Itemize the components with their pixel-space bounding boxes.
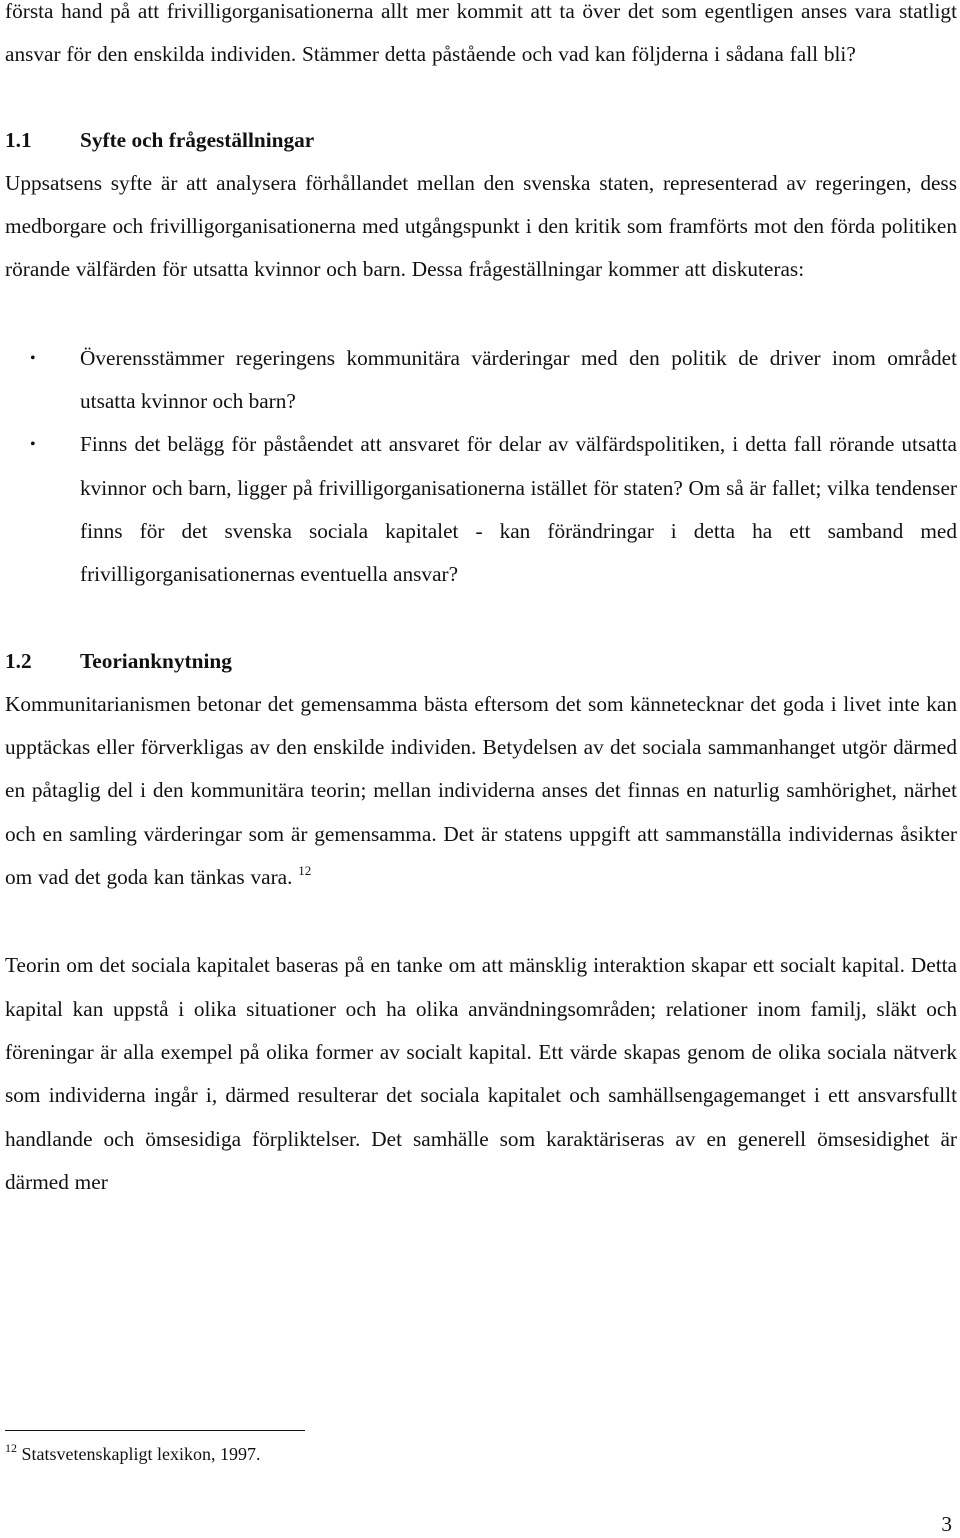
list-item [5, 337, 957, 424]
section-heading-1-2 [5, 640, 957, 683]
purpose-paragraph: Uppsatsens syfte är att analysera förhållandet mellan den svenska staten, representerad av regeringen, dess medborgare och frivilligorganisationerna med utgångspunkt i den kritik som framförts mot den förda politiken rörande välfärden för utsatta kvinnor och barn. Dessa frågeställningar kommer att diskuteras: [5, 170, 957, 282]
intro-paragraph: första hand på att frivilligorganisationerna allt mer kommit att ta över det som egentligen anses vara statligt ansvar för den enskilda individen. Stämmer detta påstående och vad kan följderna i sådana fall bli? [5, 0, 957, 67]
footnote-number: 12 [5, 1441, 17, 1455]
theory-paragraph-1 [5, 683, 957, 899]
bullet-icon: • [30, 436, 36, 454]
section-number: 1.2 [5, 648, 32, 673]
section-heading-1-1 [5, 119, 957, 162]
question-text: Överensstämmer regeringens kommunitära värderingar med den politik de driver inom området utsatta kvinnor och barn? [80, 345, 957, 414]
footnote-text: Statsvetenskapligt lexikon, 1997. [21, 1444, 261, 1464]
footnote-divider [5, 1430, 305, 1431]
footnote-reference: 12 [298, 863, 312, 879]
question-list [5, 337, 957, 597]
list-item [5, 423, 957, 596]
theory-paragraph-2: Teorin om det sociala kapitalet baseras på en tanke om att mänsklig interaktion skapar ett socialt kapital. Detta kapital kan uppstå i olika situationer och ha olika användningsområden; relationer inom familj, släkt och föreningar är alla exempel på olika former av socialt kapital. Ett värde skapas genom de olika sociala nätverk som individerna ingår i, därmed resulterar det sociala kapitalet och samhällsengagemanget i ett ansvarsfullt handlande och ömsesidiga förpliktelser. Det samhälle som karaktäriseras av en generell ömsesidighet är därmed mer [5, 953, 957, 1194]
section-title: Teorianknytning [80, 648, 232, 673]
section-number: 1.1 [5, 127, 32, 152]
page-number: 3 [941, 1512, 952, 1536]
section-title: Syfte och frågeställningar [80, 127, 315, 152]
theory-paragraph-1-text: Kommunitarianismen betonar det gemensamma bästa eftersom det som kännetecknar det goda i livet inte kan upptäckas eller förverkligas av den enskilde individen. Betydelsen av det sociala sammanhanget utgör därmed en påtaglig del i den kommunitära teorin; mellan individerna anses det finnas en naturlig samhörighet, närhet och en samling värderingar som är gemensamma. Det är statens uppgift att sammanställa individernas åsikter om vad det goda kan tänkas vara. [5, 691, 957, 890]
footnote [5, 1440, 260, 1468]
document-page [5, 0, 957, 1204]
question-text: Finns det belägg för påståendet att ansvaret för delar av välfärdspolitiken, i detta fall rörande utsatta kvinnor och barn, ligger på frivilligorganisationerna istället för staten? Om så är fallet; vilka tendenser finns för det svenska sociala kapitalet - kan förändringar i detta ha ett samband med frivilligorganisationernas eventuella ansvar? [80, 432, 957, 587]
bullet-icon: • [30, 349, 36, 367]
